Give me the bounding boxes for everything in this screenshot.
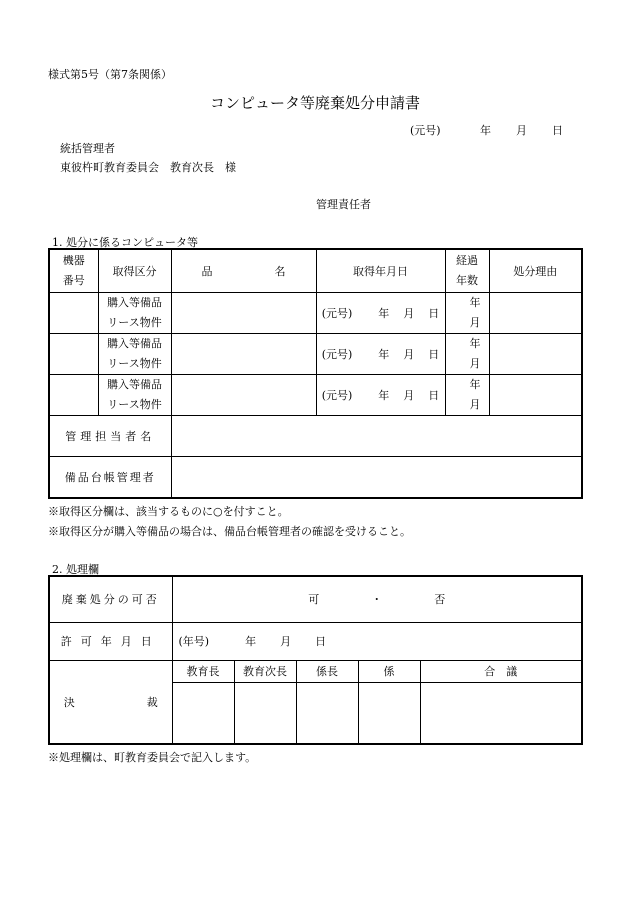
seal-col-staff: 係: [358, 660, 420, 682]
approval-label: 廃棄処分の可否: [49, 576, 172, 622]
manager-row: [49, 415, 582, 456]
acq-type-cell[interactable]: 購入等備品 リース物件: [98, 374, 171, 415]
col-acq-date: 取得年月日: [316, 249, 445, 292]
table-row: [49, 292, 582, 333]
date-year: 年: [480, 124, 491, 137]
machine-no-cell[interactable]: [49, 292, 98, 333]
machine-no-cell[interactable]: [49, 333, 98, 374]
item-name-cell[interactable]: [171, 292, 316, 333]
reason-cell[interactable]: [489, 292, 582, 333]
seal-deputy[interactable]: [234, 682, 296, 744]
col-item-name: 品 名: [171, 249, 316, 292]
date-day: 日: [552, 124, 563, 137]
acq-type-cell[interactable]: 購入等備品 リース物件: [98, 292, 171, 333]
table-row: [49, 374, 582, 415]
note-processing: ※処理欄は、町教育委員会で記入します。: [48, 751, 257, 764]
reason-cell[interactable]: [489, 374, 582, 415]
seal-consultation[interactable]: [420, 682, 582, 744]
acq-date-cell[interactable]: (元号) 年 月 日: [316, 333, 445, 374]
machine-no-cell[interactable]: [49, 374, 98, 415]
elapsed-cell[interactable]: 年 月: [445, 333, 489, 374]
col-reason: 処分理由: [489, 249, 582, 292]
elapsed-cell[interactable]: 年 月: [445, 292, 489, 333]
ledger-field[interactable]: [171, 456, 582, 498]
seal-col-chief: 係長: [296, 660, 358, 682]
date-month: 月: [516, 124, 527, 137]
date-era: (元号): [410, 124, 441, 137]
permit-label: 許可年月日: [49, 622, 172, 660]
seal-header-row: [49, 660, 582, 682]
manager-field[interactable]: [171, 415, 582, 456]
note-acq-type: ※取得区分欄は、該当するものに○を付すこと。: [48, 505, 289, 518]
ledger-row: [49, 456, 582, 498]
addressee-title: 統括管理者: [60, 142, 115, 155]
document-title: コンピュータ等廃棄処分申請書: [209, 94, 420, 112]
seal-chief[interactable]: [296, 682, 358, 744]
section2-heading: 2. 処理欄: [52, 563, 99, 576]
note-ledger-check: ※取得区分が購入等備品の場合は、備品台帳管理者の確認を受けること。: [48, 525, 411, 538]
seal-col-superintendent: 教育長: [172, 660, 234, 682]
decision-label: 決 裁: [49, 660, 172, 744]
section1-heading: 1. 処分に係るコンピュータ等: [52, 236, 198, 249]
form-number: 様式第5号（第7条関係）: [48, 68, 172, 81]
table-header-row: [49, 249, 582, 292]
col-elapsed: 経過 年数: [445, 249, 489, 292]
permit-date-field[interactable]: (年号) 年 月 日: [172, 622, 582, 660]
applicant-label: 管理責任者: [316, 198, 371, 211]
approval-field[interactable]: 可 ・ 否: [172, 576, 582, 622]
table-row: [49, 333, 582, 374]
acq-date-cell[interactable]: (元号) 年 月 日: [316, 292, 445, 333]
item-name-cell[interactable]: [171, 374, 316, 415]
col-machine-no: 機器 番号: [49, 249, 98, 292]
approval-row: [49, 576, 582, 622]
reason-cell[interactable]: [489, 333, 582, 374]
acq-date-cell[interactable]: (元号) 年 月 日: [316, 374, 445, 415]
seal-staff[interactable]: [358, 682, 420, 744]
col-acq-type: 取得区分: [98, 249, 171, 292]
acq-type-cell[interactable]: 購入等備品 リース物件: [98, 333, 171, 374]
addressee-name: 東彼杵町教育委員会 教育次長 様: [60, 161, 236, 174]
manager-label: 管理担当者名: [49, 415, 171, 456]
elapsed-cell[interactable]: 年 月: [445, 374, 489, 415]
processing-table: [48, 575, 583, 745]
seal-col-deputy: 教育次長: [234, 660, 296, 682]
permit-date-row: [49, 622, 582, 660]
seal-col-consultation: 合 議: [420, 660, 582, 682]
item-name-cell[interactable]: [171, 333, 316, 374]
disposal-items-table: [48, 248, 583, 499]
seal-superintendent[interactable]: [172, 682, 234, 744]
ledger-label: 備品台帳管理者: [49, 456, 171, 498]
